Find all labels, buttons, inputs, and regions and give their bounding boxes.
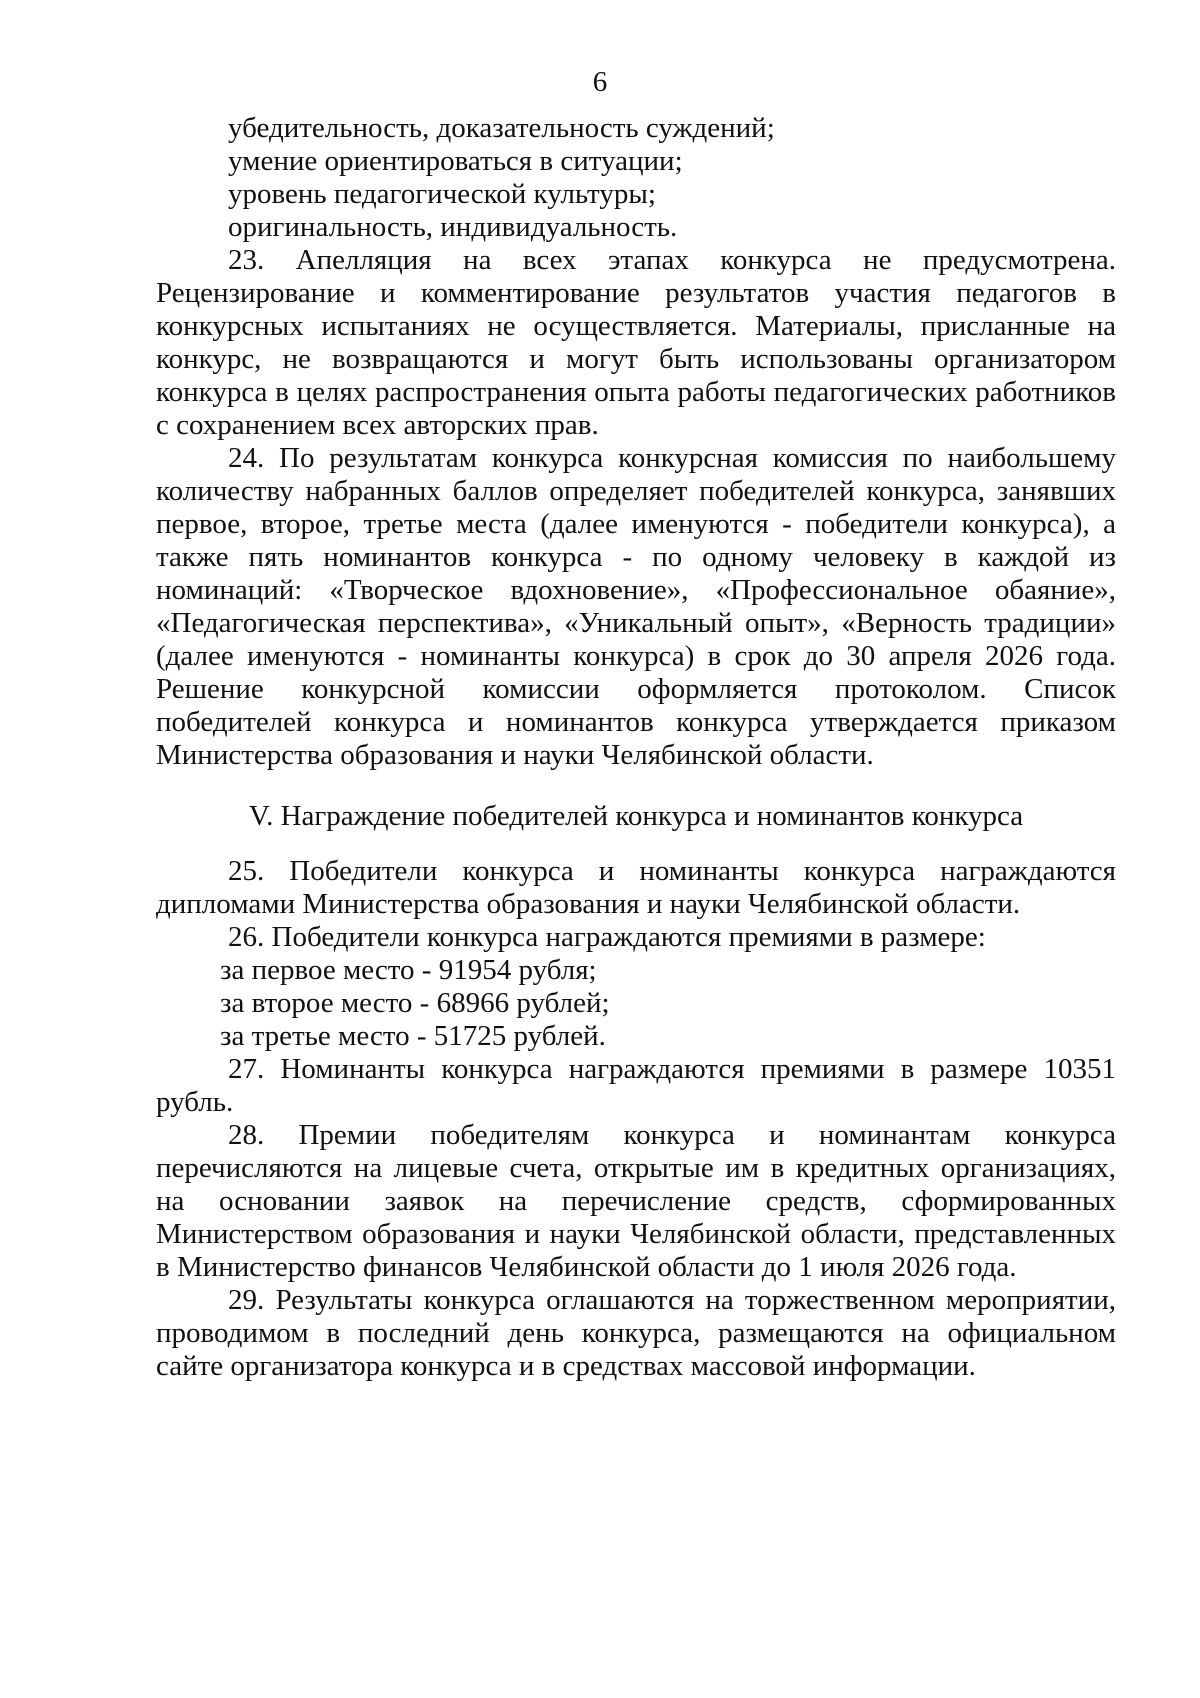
paragraph-24: 24. По результатам конкурса конкурсная комиссия по наибольшему количеству набранных баллов определяет победителей конкурса, занявших первое, второе, третье места (далее именуются - победители конкурса), а также пять номинантов конкурса - по одному человеку в каждой из номинаций: «Творческое вдохновение», «Профессиональное обаяние», «Педагогическая перспектива», «Уникальный опыт», «Верность традиции» (далее именуются - номинанты конкурса) в срок до 30 апреля 2026 года. Решение конкурсной комиссии оформляется протоколом. Список победителей конкурса и номинантов конкурса утверждается приказом Министерства образования и науки Челябинской области.	[156, 442, 1116, 771]
paragraph-25: 25. Победители конкурса и номинанты конкурса награждаются дипломами Министерства образования и науки Челябинской области.	[156, 855, 1116, 920]
criteria-item: оригинальность, индивидуальность.	[228, 211, 678, 243]
paragraph-27: 27. Номинанты конкурса награждаются премиями в размере 10351 рубль.	[156, 1053, 1116, 1118]
page-number: 6	[592, 66, 608, 98]
paragraph-29: 29. Результаты конкурса оглашаются на торжественном мероприятии, проводимом в последний день конкурса, размещаются на официальном сайте организатора конкурса и в средствах массовой информации.	[156, 1284, 1116, 1382]
prize-item: за третье место - 51725 рублей.	[220, 1020, 606, 1052]
criteria-item: убедительность, доказательность суждений;	[228, 112, 775, 144]
paragraph-23: 23. Апелляция на всех этапах конкурса не предусмотрена. Рецензирование и комментирование результатов участия педагогов в конкурсных испытаниях не осуществляется. Материалы, присланные на конкурс, не возвращаются и могут быть использованы организатором конкурса в целях распространения опыта работы педагогических работников с сохранением всех авторских прав.	[156, 244, 1116, 441]
criteria-item: уровень педагогической культуры;	[228, 178, 656, 210]
criteria-item: умение ориентироваться в ситуации;	[228, 145, 683, 177]
paragraph-26: 26. Победители конкурса награждаются премиями в размере:	[228, 921, 986, 953]
paragraph-28: 28. Премии победителям конкурса и номинантам конкурса перечисляются на лицевые счета, открытые им в кредитных организациях, на основании заявок на перечисление средств, сформированных Министерством образования и науки Челябинской области, представленных в Министерство финансов Челябинской области до 1 июля 2026 года.	[156, 1119, 1116, 1283]
document-body	[156, 112, 1116, 1383]
section-heading: V. Награждение победителей конкурса и номинантов конкурса	[248, 800, 1024, 832]
prize-item: за первое место - 91954 рубля;	[220, 954, 597, 986]
prize-item: за второе место - 68966 рублей;	[220, 987, 610, 1019]
